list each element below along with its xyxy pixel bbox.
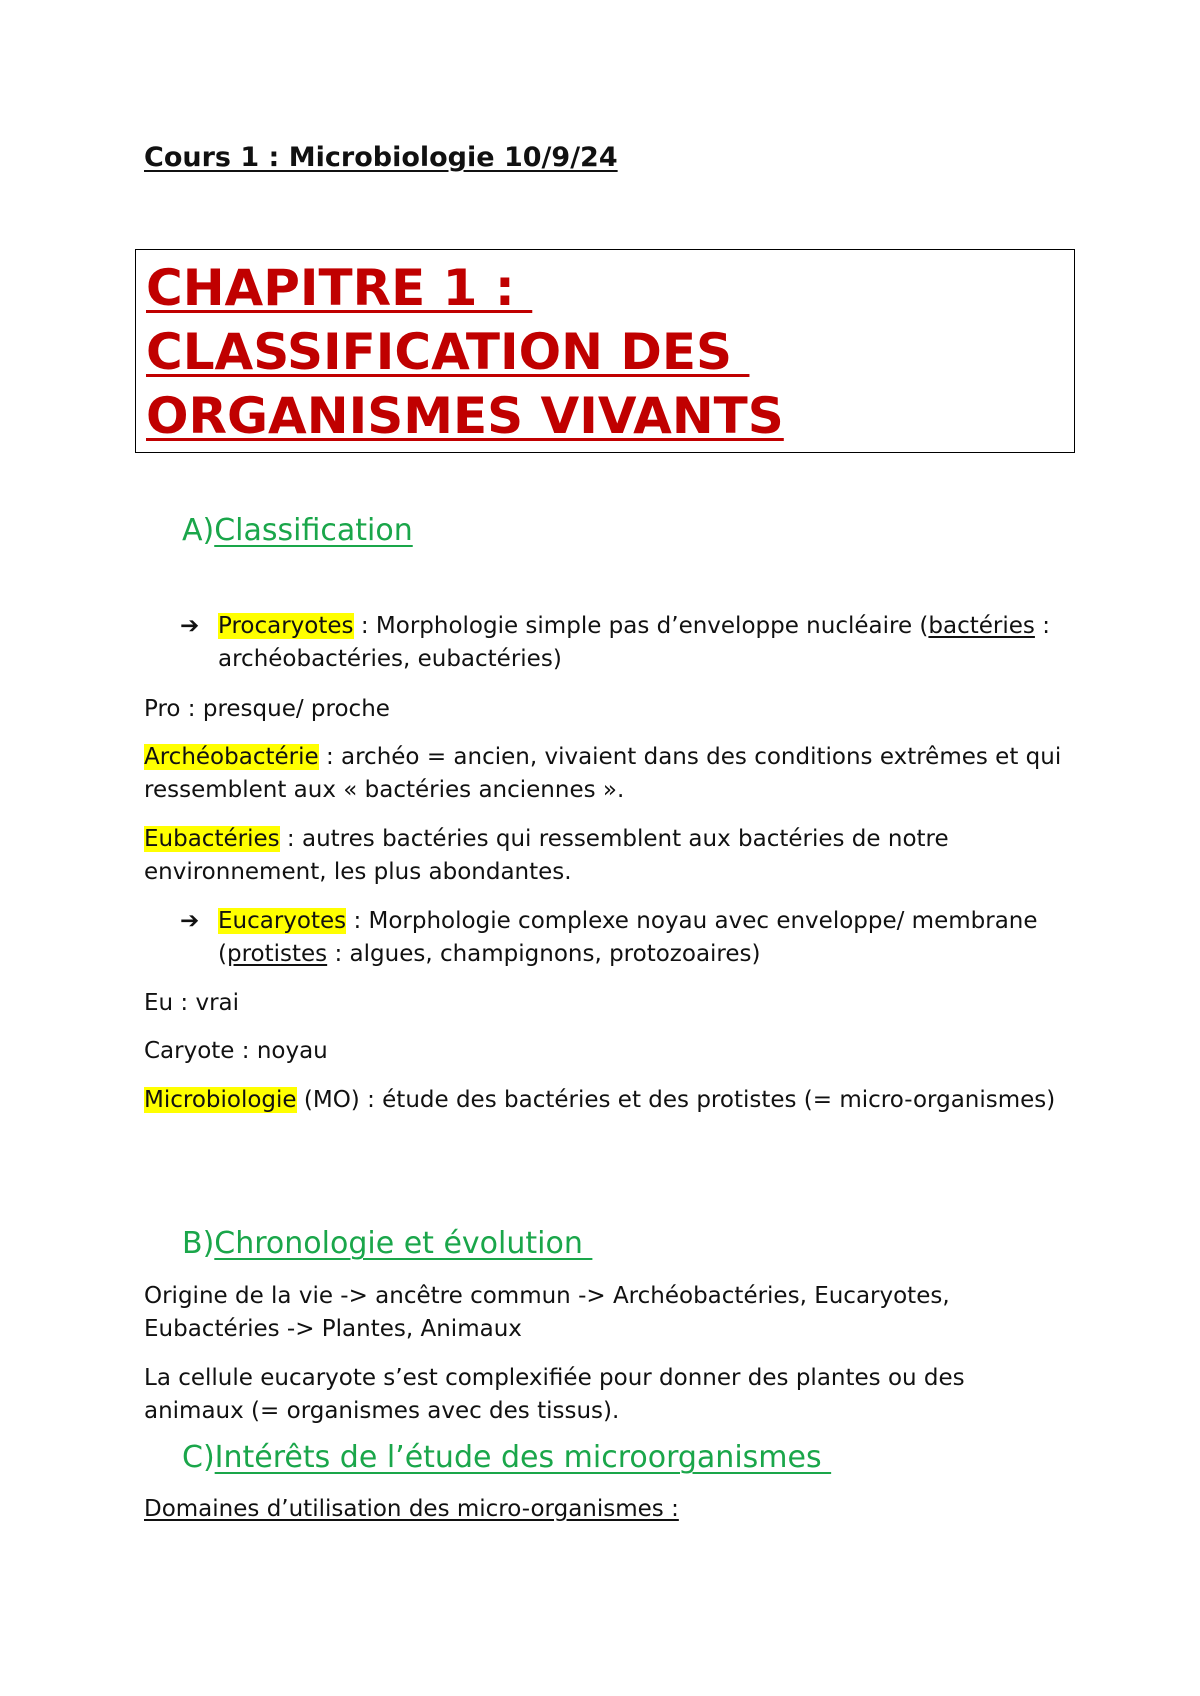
microbio-term: Microbiologie bbox=[144, 1087, 297, 1113]
arrow-right-icon: ➔ bbox=[180, 908, 200, 934]
section-b-heading bbox=[182, 1226, 592, 1261]
archeo-term: Archéobactérie bbox=[144, 744, 319, 770]
section-c-heading bbox=[182, 1440, 831, 1475]
course-title: Cours 1 : Microbiologie 10/9/24 bbox=[144, 142, 618, 173]
eucaryotes-text-2: : algues, champignons, protozoaires) bbox=[327, 941, 761, 967]
microbio-paragraph bbox=[144, 1084, 1064, 1117]
section-a-title: Classification bbox=[214, 513, 413, 548]
section-b-title: Chronologie et évolution bbox=[214, 1226, 593, 1261]
caryote-definition: Caryote : noyau bbox=[144, 1038, 328, 1064]
eubac-text: : autres bactéries qui ressemblent aux bactéries de notre environnement, les plus abondantes. bbox=[144, 826, 949, 885]
bacteries-term: bactéries bbox=[928, 613, 1035, 639]
procaryotes-text: : Morphologie simple pas d’enveloppe nucléaire bbox=[353, 613, 913, 639]
eu-definition: Eu : vrai bbox=[144, 990, 240, 1016]
chapter-box bbox=[135, 249, 1075, 453]
chapter-title-line-1: CHAPITRE 1 : bbox=[146, 259, 533, 317]
chapter-title-line-2: CLASSIFICATION DES bbox=[146, 323, 750, 381]
domains-subtitle: Domaines d’utilisation des micro-organismes : bbox=[144, 1496, 679, 1522]
section-b-letter: B) bbox=[182, 1226, 215, 1261]
eucaryotes-text: : Morphologie complexe noyau avec enveloppe/ membrane ( bbox=[218, 908, 1038, 967]
procaryotes-text-2: : archéobactéries, eubactéries) bbox=[218, 613, 1050, 672]
chronology-paragraph-2: La cellule eucaryote s’est complexifiée pour donner des plantes ou des animaux (= organismes avec des tissus). bbox=[144, 1365, 965, 1424]
eucaryotes-term: Eucaryotes bbox=[218, 908, 347, 934]
chapter-title-line-3: ORGANISMES VIVANTS bbox=[146, 387, 784, 445]
section-c-letter: C) bbox=[182, 1440, 215, 1475]
eucaryotes-item bbox=[180, 905, 1058, 971]
eubac-paragraph bbox=[144, 823, 1064, 889]
section-a-heading bbox=[182, 513, 413, 548]
microbio-text: (MO) : étude des bactéries et des protistes (= micro-organismes) bbox=[296, 1087, 1056, 1113]
eubac-term: Eubactéries bbox=[144, 826, 280, 852]
chronology-paragraph-1: Origine de la vie -> ancêtre commun -> Archéobactéries, Eucaryotes, Eubactéries -> Plantes, Animaux bbox=[144, 1283, 950, 1342]
archeo-text: : archéo = ancien, vivaient dans des conditions extrêmes et qui ressemblent aux « bactéries anciennes ». bbox=[144, 744, 1062, 803]
protistes-term: protistes bbox=[226, 941, 328, 967]
archeo-paragraph bbox=[144, 741, 1064, 807]
pro-definition: Pro : presque/ proche bbox=[144, 696, 390, 722]
procaryotes-item bbox=[180, 610, 1058, 676]
procaryotes-term: Procaryotes bbox=[218, 613, 354, 639]
arrow-right-icon: ➔ bbox=[180, 613, 200, 639]
section-c-title: Intérêts de l’étude des microorganismes bbox=[214, 1440, 832, 1475]
chapter-title bbox=[146, 256, 1056, 448]
procaryotes-paren: ( bbox=[919, 613, 929, 639]
section-a-letter: A) bbox=[182, 513, 215, 548]
